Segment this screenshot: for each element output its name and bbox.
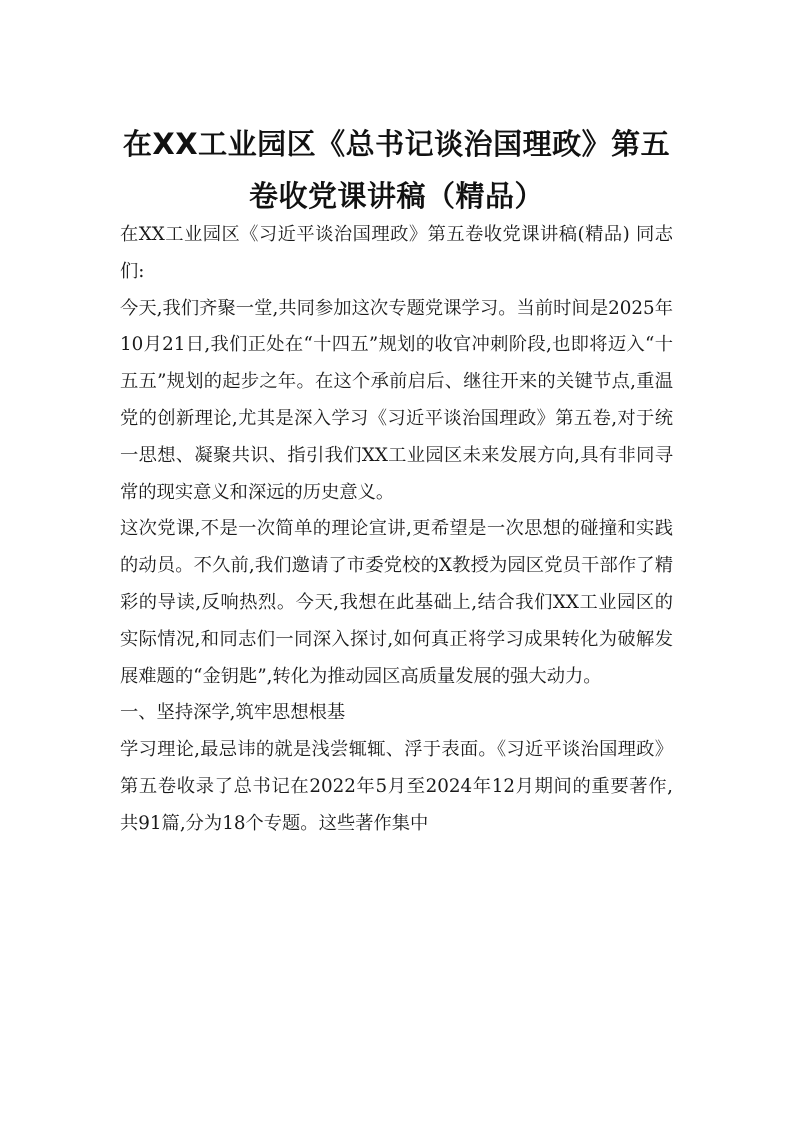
section-heading: 一、坚持深学,筑牢思想根基 — [120, 702, 346, 724]
opening-paragraph: 今天,我们齐聚一堂,共同参加这次专题党课学习。当前时间是2025年10月21日,我们正处在“十四五”规划的收官冲刺阶段,也即将迈入“十五五”规划的起步之年。在这个承前启后、继往开来的关键节点,重温党的创新理论,尤其是深入学习《习近平谈治国理政》第五卷,对于统一思想、凝聚共识、指引我们XX工业园区未来发展方向,具有非同寻常的现实意义和深远的历史意义。 — [120, 297, 673, 503]
document-body — [120, 217, 673, 843]
document-title: 在XX工业园区《总书记谈治国理政》第五卷收党课讲稿（精品） — [122, 127, 671, 213]
intro-paragraph: 在XX工业园区《习近平谈治国理政》第五卷收党课讲稿(精品) 同志们: — [120, 224, 673, 282]
section-paragraph: 学习理论,最忌讳的就是浅尝辄辄、浮于表面。《习近平谈治国理政》第五卷收录了总书记在2022年5月至2024年12月期间的重要著作,共91篇,分为18个专题。这些著作集中 — [120, 739, 673, 834]
purpose-paragraph: 这次党课,不是一次简单的理论宣讲,更希望是一次思想的碰撞和实践的动员。不久前,我们邀请了市委党校的X教授为园区党员干部作了精彩的导读,反响热烈。今天,我想在此基础上,结合我们XX工业园区的实际情况,和同志们一同深入探讨,如何真正将学习成果转化为破解发展难题的“金钥匙”,转化为推动园区高质量发展的强大动力。 — [120, 518, 673, 687]
